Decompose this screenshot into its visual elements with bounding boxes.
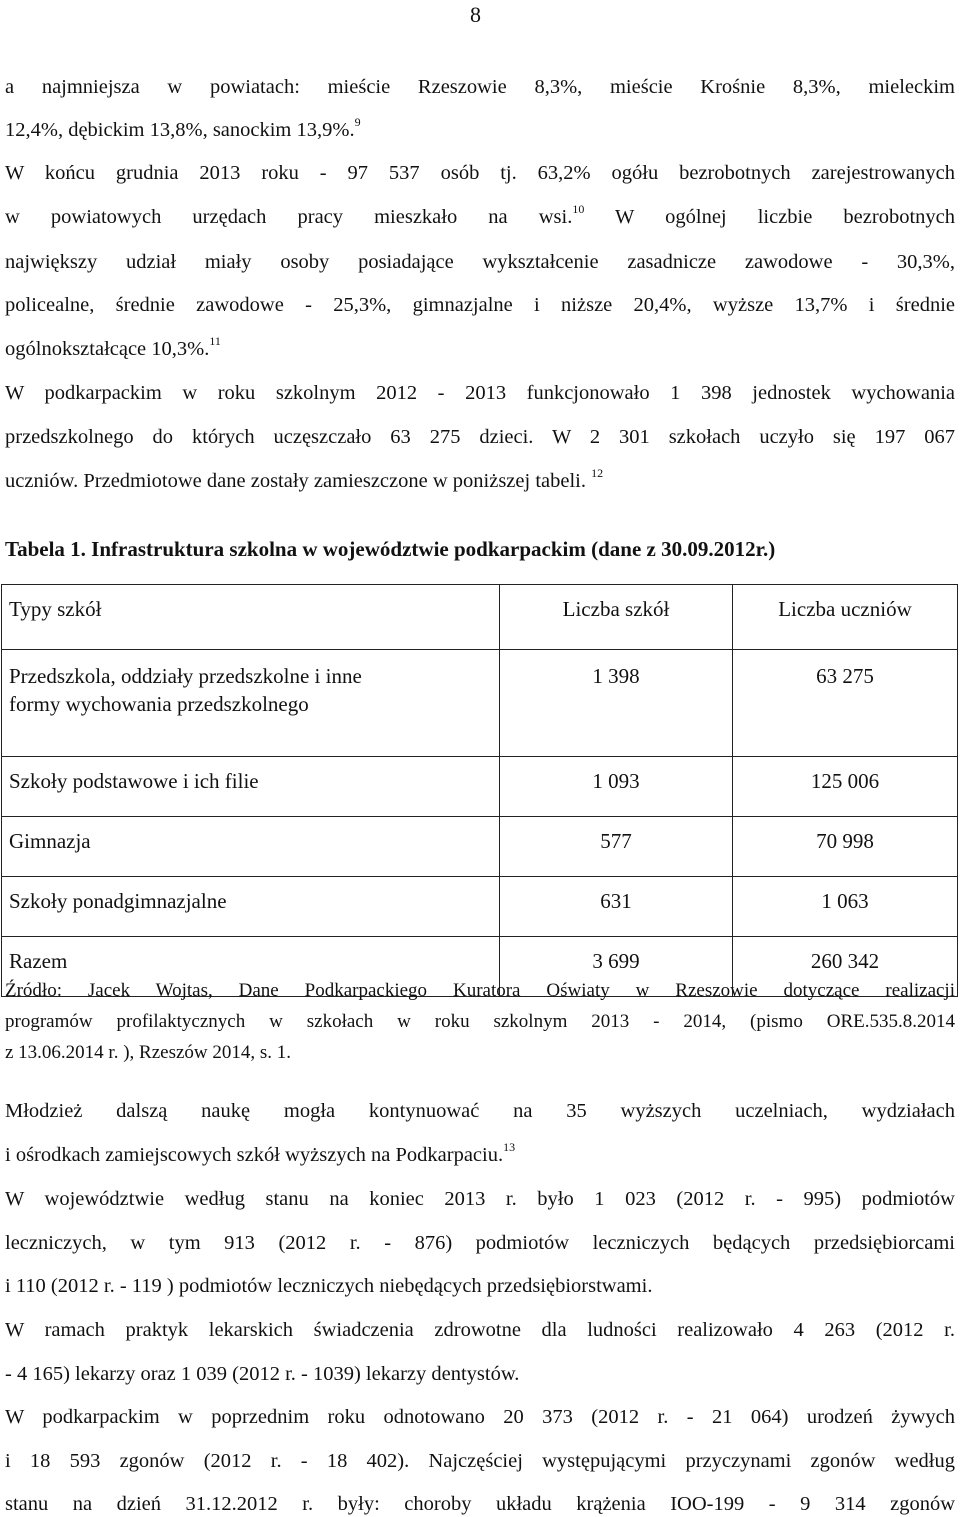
cell-school-type: Szkoły ponadgimnazjalne xyxy=(2,877,500,937)
table-source-note xyxy=(5,975,955,1068)
paragraph-line xyxy=(5,336,221,362)
cell-school-type: Szkoły podstawowe i ich filie xyxy=(2,757,500,817)
paragraph-line: Młodzież dalszą naukę mogła kontynuować na 35 wyższych uczelniach, wydziałach xyxy=(5,1100,955,1122)
table-row xyxy=(2,817,958,877)
paragraph-line: przedszkolnego do których uczęszczało 63 275 dzieci. W 2 301 szkołach uczyło się 197 067 xyxy=(5,426,955,448)
paragraph-line: W ramach praktyk lekarskich świadczenia zdrowotne dla ludności realizowało 4 263 (2012 r. xyxy=(5,1319,955,1341)
header-student-count: Liczba uczniów xyxy=(733,585,958,650)
source-line: programów profilaktycznych w szkołach w roku szkolnym 2013 - 2014, (pismo ORE.535.8.2014 xyxy=(5,1011,955,1032)
cell-school-type: Gimnazja xyxy=(2,817,500,877)
header-school-count: Liczba szkół xyxy=(500,585,733,650)
paragraph-line xyxy=(5,117,361,143)
table-row xyxy=(2,757,958,817)
paragraph-line: W województwie według stanu na koniec 2013 r. było 1 023 (2012 r. - 995) podmiotów xyxy=(5,1188,955,1210)
cell-school-count: 1 093 xyxy=(500,757,733,817)
school-infrastructure-table xyxy=(1,584,958,997)
page-number: 8 xyxy=(470,2,481,27)
cell-school-type: Razem xyxy=(2,937,500,997)
cell-school-count: 577 xyxy=(500,817,733,877)
paragraph-line: i 18 593 zgonów (2012 r. - 18 402). Najczęściej występującymi przyczynami zgonów według xyxy=(5,1450,955,1472)
table-row xyxy=(2,877,958,937)
source-line: Źródło: Jacek Wojtas, Dane Podkarpackiego Kuratora Oświaty w Rzeszowie dotyczące realizacji xyxy=(5,980,955,1001)
paragraph-line: W końcu grudnia 2013 roku - 97 537 osób tj. 63,2% ogółu bezrobotnych zarejestrowanych xyxy=(5,162,955,184)
header-school-type: Typy szkół xyxy=(2,585,500,650)
cell-text: formy wychowania przedszkolnego xyxy=(9,692,309,716)
cell-student-count: 70 998 xyxy=(733,817,958,877)
paragraph-line xyxy=(5,1142,515,1168)
paragraph-line: W podkarpackim w roku szkolnym 2012 - 2013 funkcjonowało 1 398 jednostek wychowania xyxy=(5,382,955,404)
paragraph-line: a najmniejsza w powiatach: mieście Rzeszowie 8,3%, mieście Krośnie 8,3%, mieleckim xyxy=(5,76,955,98)
cell-school-count: 1 398 xyxy=(500,650,733,757)
paragraph-text: ogólnokształcące 10,3%. xyxy=(5,338,210,360)
paragraph-line xyxy=(5,468,603,494)
paragraph-line: policealne, średnie zawodowe - 25,3%, gimnazjalne i niższe 20,4%, wyższe 13,7% i średnie xyxy=(5,294,955,316)
paragraph-line: największy udział miały osoby posiadające wykształcenie zasadnicze zawodowe - 30,3%, xyxy=(5,251,955,273)
cell-school-count: 3 699 xyxy=(500,937,733,997)
paragraph-line: W podkarpackim w poprzednim roku odnotowano 20 373 (2012 r. - 21 064) urodzeń żywych xyxy=(5,1406,955,1428)
paragraph-text: uczniów. Przedmiotowe dane zostały zamieszczone w poniższej tabeli. xyxy=(5,470,586,492)
cell-student-count: 260 342 xyxy=(733,937,958,997)
footnote-ref[interactable]: 11 xyxy=(209,334,221,348)
footnote-ref[interactable]: 13 xyxy=(503,1140,516,1154)
table-header-row xyxy=(2,585,958,650)
paragraph-text: 12,4%, dębickim 13,8%, sanockim 13,9%. xyxy=(5,119,355,141)
paragraph-line xyxy=(5,204,955,230)
paragraph-line: leczniczych, w tym 913 (2012 r. - 876) podmiotów leczniczych będących przedsiębiorcami xyxy=(5,1232,955,1254)
footnote-ref[interactable]: 12 xyxy=(591,466,604,480)
paragraph-text: i ośrodkach zamiejscowych szkół wyższych na Podkarpaciu. xyxy=(5,1144,504,1166)
cell-school-type xyxy=(2,650,500,757)
footnote-ref[interactable]: 10 xyxy=(572,202,585,216)
paragraph-line: i 110 (2012 r. - 119 ) podmiotów leczniczych niebędących przedsiębiorstwami. xyxy=(5,1275,653,1297)
paragraph-text: w powiatowych urzędach pracy mieszkało na wsi. xyxy=(5,206,573,228)
cell-student-count: 125 006 xyxy=(733,757,958,817)
footnote-ref[interactable]: 9 xyxy=(354,115,361,129)
cell-school-count: 631 xyxy=(500,877,733,937)
cell-student-count: 1 063 xyxy=(733,877,958,937)
table-caption: Tabela 1. Infrastruktura szkolna w województwie podkarpackim (dane z 30.09.2012r.) xyxy=(5,537,776,561)
paragraph-line: stanu na dzień 31.12.2012 r. były: choroby układu krążenia IOO-199 - 9 314 zgonów xyxy=(5,1493,955,1515)
paragraph-text: W ogólnej liczbie bezrobotnych xyxy=(584,206,955,228)
table-row xyxy=(2,650,958,757)
cell-student-count: 63 275 xyxy=(733,650,958,757)
source-line: z 13.06.2014 r. ), Rzeszów 2014, s. 1. xyxy=(5,1042,292,1063)
paragraph-line: - 4 165) lekarzy oraz 1 039 (2012 r. - 1039) lekarzy dentystów. xyxy=(5,1363,520,1385)
cell-text: Przedszkola, oddziały przedszkolne i inne xyxy=(9,664,362,688)
